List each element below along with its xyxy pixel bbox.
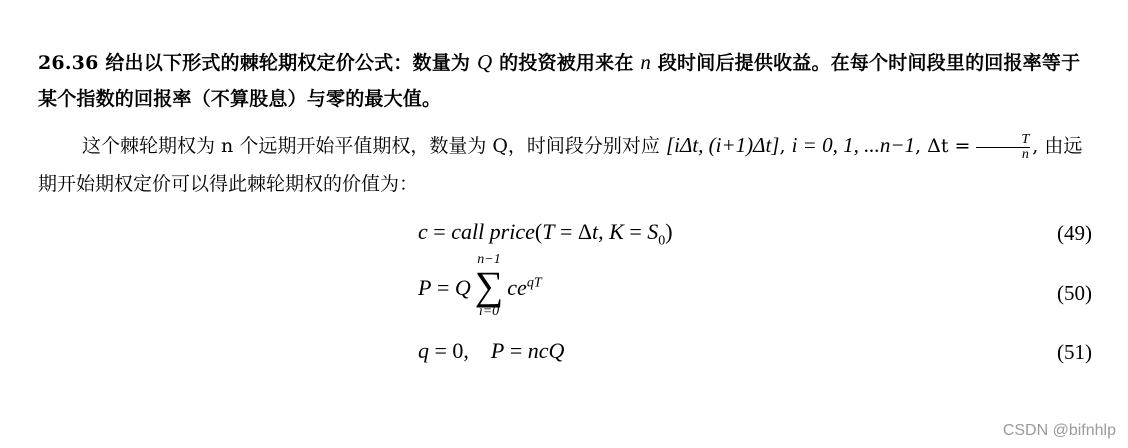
equation-number-49: (49) — [1057, 221, 1092, 245]
problem-text-b: 的投资被用来在 — [492, 52, 641, 74]
para-range: i = 0, 1, ...n−1 — [791, 133, 916, 157]
var-Q: Q — [476, 50, 493, 74]
watermark: CSDN @bifnhlp — [1002, 422, 1116, 439]
para-text-a: 这个棘轮期权为 n 个远期开始平值期权，数量为 Q，时间段分别对应 — [82, 135, 666, 157]
para-text-c: , Δt = — [915, 135, 977, 157]
para-text-b: , — [779, 135, 792, 157]
para-interval: [iΔt, (i+1)Δt] — [665, 133, 780, 157]
equation-number-50: (50) — [1057, 281, 1092, 305]
solution-paragraph — [38, 126, 1098, 203]
equation-50: P = Q n−1 ∑ i=0 $ce^{qT}$ — [418, 252, 542, 319]
problem-text-c: 段时间后提供收益。在每个时间段里的回报率等于某个指数的回报率（不算股息）与零的最大值。 — [38, 52, 1081, 110]
var-n: n — [640, 50, 652, 74]
fraction-T-over-n — [976, 133, 1030, 162]
frac-denominator: n — [1021, 146, 1029, 162]
equation-49: c = call price(T = Δt, $K = S_0$) — [418, 219, 673, 249]
equation-number-51: (51) — [1057, 340, 1092, 364]
problem-number: 26.36 — [38, 52, 99, 74]
equation-51: q = 0, P = ncQ — [418, 338, 565, 363]
problem-statement — [38, 44, 1098, 117]
frac-numerator: T — [976, 133, 1030, 148]
para-text-d: , 由远期开始期权定价可以得此棘轮期权的价值为： — [38, 135, 1083, 195]
summation-symbol: n−1 ∑ i=0 — [474, 252, 504, 319]
problem-text-a: 给出以下形式的棘轮期权定价公式：数量为 — [98, 52, 477, 74]
